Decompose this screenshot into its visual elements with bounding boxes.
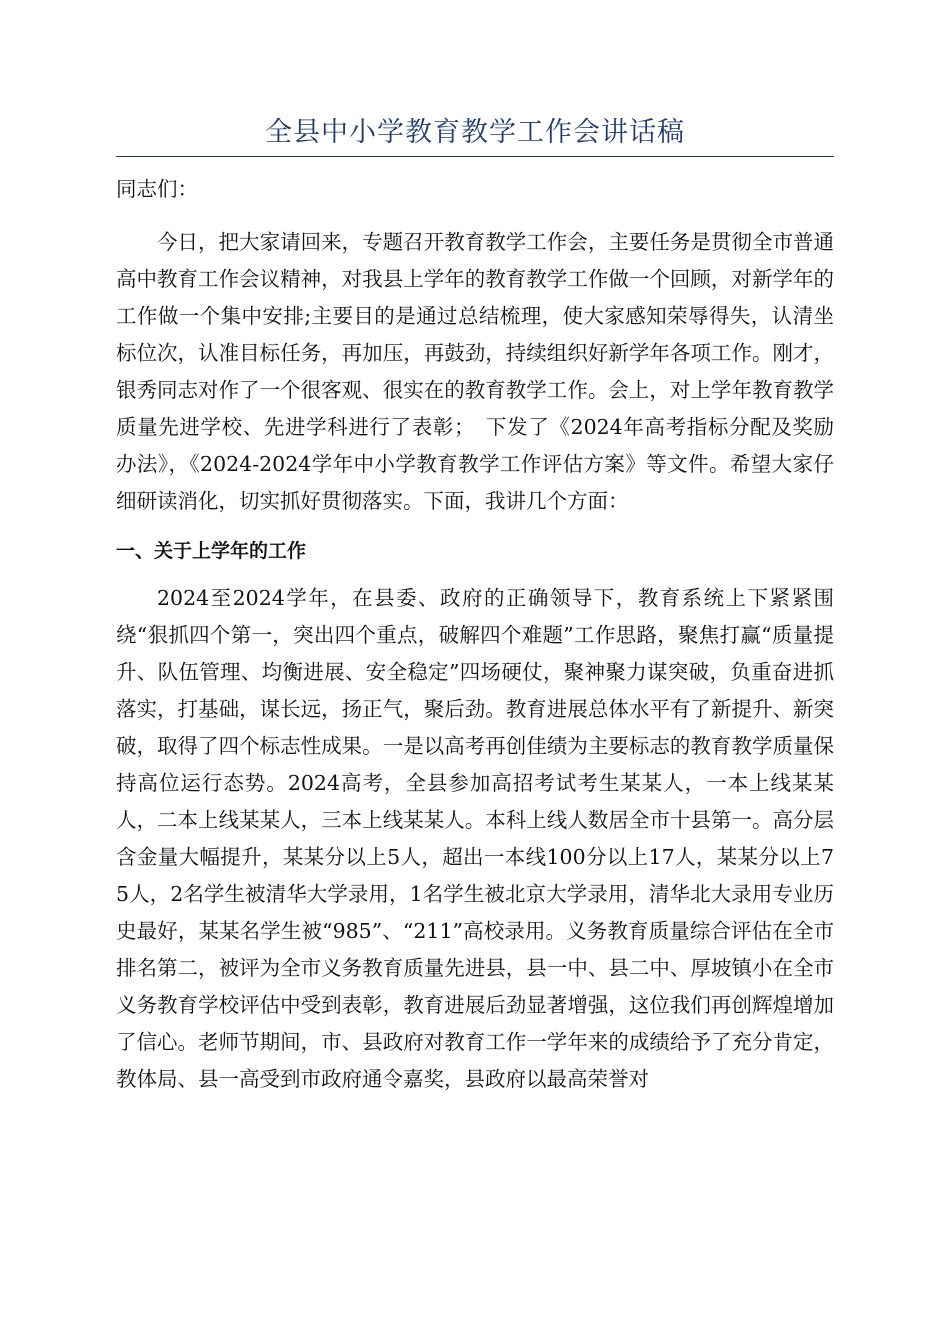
document-title: 全县中小学教育教学工作会讲话稿 xyxy=(265,117,685,148)
document-page xyxy=(116,112,834,1098)
salutation: 同志们： xyxy=(116,177,198,201)
title-underline xyxy=(116,156,834,157)
paragraph-intro: 今日，把大家请回来，专题召开教育教学工作会，主要任务是贯彻全市普通高中教育工作会议精神，对我县上学年的教育教学工作做一个回顾，对新学年的工作做一个集中安排;主要目的是通过总结梳理，使大家感知荣辱得失，认清坐标位次，认准目标任务，再加压，再鼓劲，持续组织好新学年各项工作。刚才，银秀同志对作了一个很客观、很实在的教育教学工作。会上，对上学年教育教学质量先进学校、先进学科进行了表彰； 下发了《2024年高考指标分配及奖励办法》，《2024-2024学年中小学教育教学工作评估方案》等文件。希望大家仔细研读消化，切实抓好贯彻落实。下面，我讲几个方面： xyxy=(116,230,834,513)
section-heading: 一、关于上学年的工作 xyxy=(116,540,307,562)
paragraph-review: 2024至2024学年，在县委、政府的正确领导下，教育系统上下紧紧围绕“狠抓四个第一，突出四个重点，破解四个难题”工作思路，聚焦打赢“质量提升、队伍管理、均衡进展、安全稳定”四场硬仗，聚神聚力谋突破，负重奋进抓落实，打基础，谋长远，扬正气，聚后劲。教育进展总体水平有了新提升、新突破，取得了四个标志性成果。一是以高考再创佳绩为主要标志的教育教学质量保持高位运行态势。2024高考，全县参加高招考试考生某某人，一本上线某某人，二本上线某某人，三本上线某某人。本科上线人数居全市十县第一。高分层含金量大幅提升，某某分以上5人，超出一本线100分以上17人，某某分以上75人，2名学生被清华大学录用，1名学生被北京大学录用，清华北大录用专业历史最好，某某名学生被“985”、“211”高校录用。义务教育质量综合评估在全市排名第二，被评为全市义务教育质量先进县，县一中、县二中、厚坡镇小在全市义务教育学校评估中受到表彰，教育进展后劲显著增强，这位我们再创辉煌增加了信心。老师节期间，市、县政府对教育工作一学年来的成绩给予了充分肯定，教体局、县一高受到市政府通令嘉奖，县政府以最高荣誉对 xyxy=(116,586,834,1091)
